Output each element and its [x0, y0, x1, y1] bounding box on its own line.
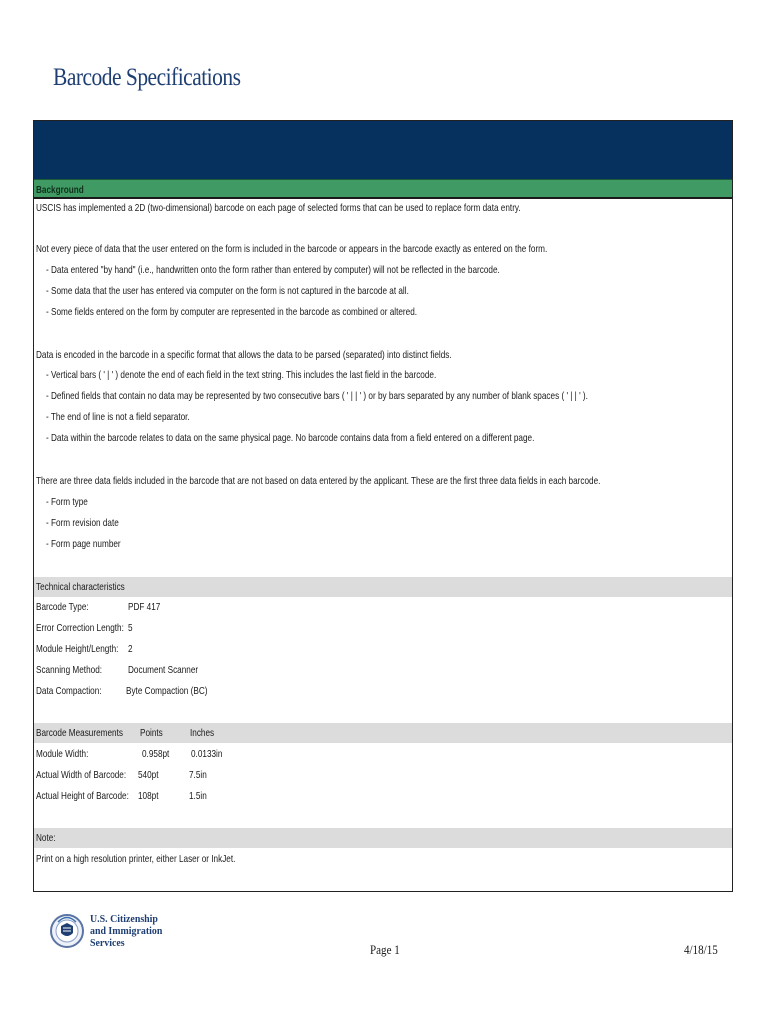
para2-item: - The end of line is not a field separator.: [46, 411, 190, 423]
tech-label: Error Correction Length:: [36, 622, 124, 634]
agency-line: U.S. Citizenship: [90, 913, 158, 925]
tech-value: Byte Compaction (BC): [126, 685, 208, 697]
tech-value: 2: [128, 643, 133, 655]
tech-label: Data Compaction:: [36, 685, 102, 697]
para2-item: - Vertical bars ( ' | ' ) denote the end of each field in the text string. This includes the last field in the barcode.: [46, 369, 437, 381]
measure-inches: 1.5in: [189, 790, 207, 802]
tech-label: Module Height/Length:: [36, 643, 119, 655]
note-text: Print on a high resolution printer, either Laser or InkJet.: [36, 853, 236, 865]
spec-sheet: [33, 120, 733, 892]
agency-name: [90, 913, 162, 949]
measure-points: 108pt: [138, 790, 159, 802]
para3-item: - Form type: [46, 496, 88, 508]
points-header: Points: [140, 727, 163, 739]
para2-text: Data is encoded in the barcode in a specific format that allows the data to be parsed (separated) into distinct fields.: [36, 349, 452, 361]
dhs-seal-icon: [50, 908, 84, 954]
para3-item: - Form revision date: [46, 517, 119, 529]
measure-points: 540pt: [138, 769, 159, 781]
note-header: Note:: [36, 832, 56, 844]
agency-line: and Immigration: [90, 925, 163, 937]
measurements-header-row: [34, 723, 732, 743]
tech-label: Scanning Method:: [36, 664, 103, 676]
technical-header-row: [34, 577, 732, 597]
background-header: Background: [36, 184, 84, 196]
technical-header: Technical characteristics: [36, 581, 125, 593]
measure-points: 0.958pt: [142, 748, 170, 760]
measure-label: Actual Width of Barcode:: [36, 769, 127, 781]
print-date: 4/18/15: [684, 942, 718, 957]
para1-item: - Data entered "by hand" (i.e., handwritten onto the form rather than entered by computer) will not be reflected in the barcode.: [46, 264, 500, 276]
para1-item: - Some fields entered on the form by computer are represented in the barcode as combined or altered.: [46, 306, 418, 318]
page-number: Page 1: [370, 942, 400, 957]
intro-text: USCIS has implemented a 2D (two-dimensional) barcode on each page of selected forms that can be used to replace form data entry.: [36, 202, 521, 214]
measurements-header: Barcode Measurements: [36, 727, 123, 739]
inches-header: Inches: [190, 727, 215, 739]
para3-item: - Form page number: [46, 538, 121, 550]
background-header-row: [34, 179, 732, 199]
para1-text: Not every piece of data that the user entered on the form is included in the barcode or appears in the barcode exactly as entered on the form.: [36, 243, 548, 255]
tech-label: Barcode Type:: [36, 601, 89, 613]
measure-inches: 7.5in: [189, 769, 207, 781]
tech-value: 5: [128, 622, 133, 634]
para1-item: - Some data that the user has entered via computer on the form is not captured in the barcode at all.: [46, 285, 409, 297]
page-title: Barcode Specifications: [53, 64, 241, 91]
header-banner: [34, 121, 732, 179]
measure-label: Actual Height of Barcode:: [36, 790, 129, 802]
para3-text: There are three data fields included in the barcode that are not based on data entered by the applicant. These are the first three data fields in each barcode.: [36, 475, 601, 487]
measure-label: Module Width:: [36, 748, 89, 760]
tech-value: Document Scanner: [128, 664, 199, 676]
tech-value: PDF 417: [128, 601, 161, 613]
para2-item: - Defined fields that contain no data may be represented by two consecutive bars ( ' | | ' ) or by bars separated by any number of blank spaces ( ' | | ' ).: [46, 390, 588, 402]
uscis-logo: [50, 908, 170, 954]
agency-line: Services: [90, 937, 125, 949]
measure-inches: 0.0133in: [191, 748, 223, 760]
para2-item: - Data within the barcode relates to data on the same physical page. No barcode contains data from a field entered on a different page.: [46, 432, 535, 444]
note-header-row: [34, 828, 732, 848]
